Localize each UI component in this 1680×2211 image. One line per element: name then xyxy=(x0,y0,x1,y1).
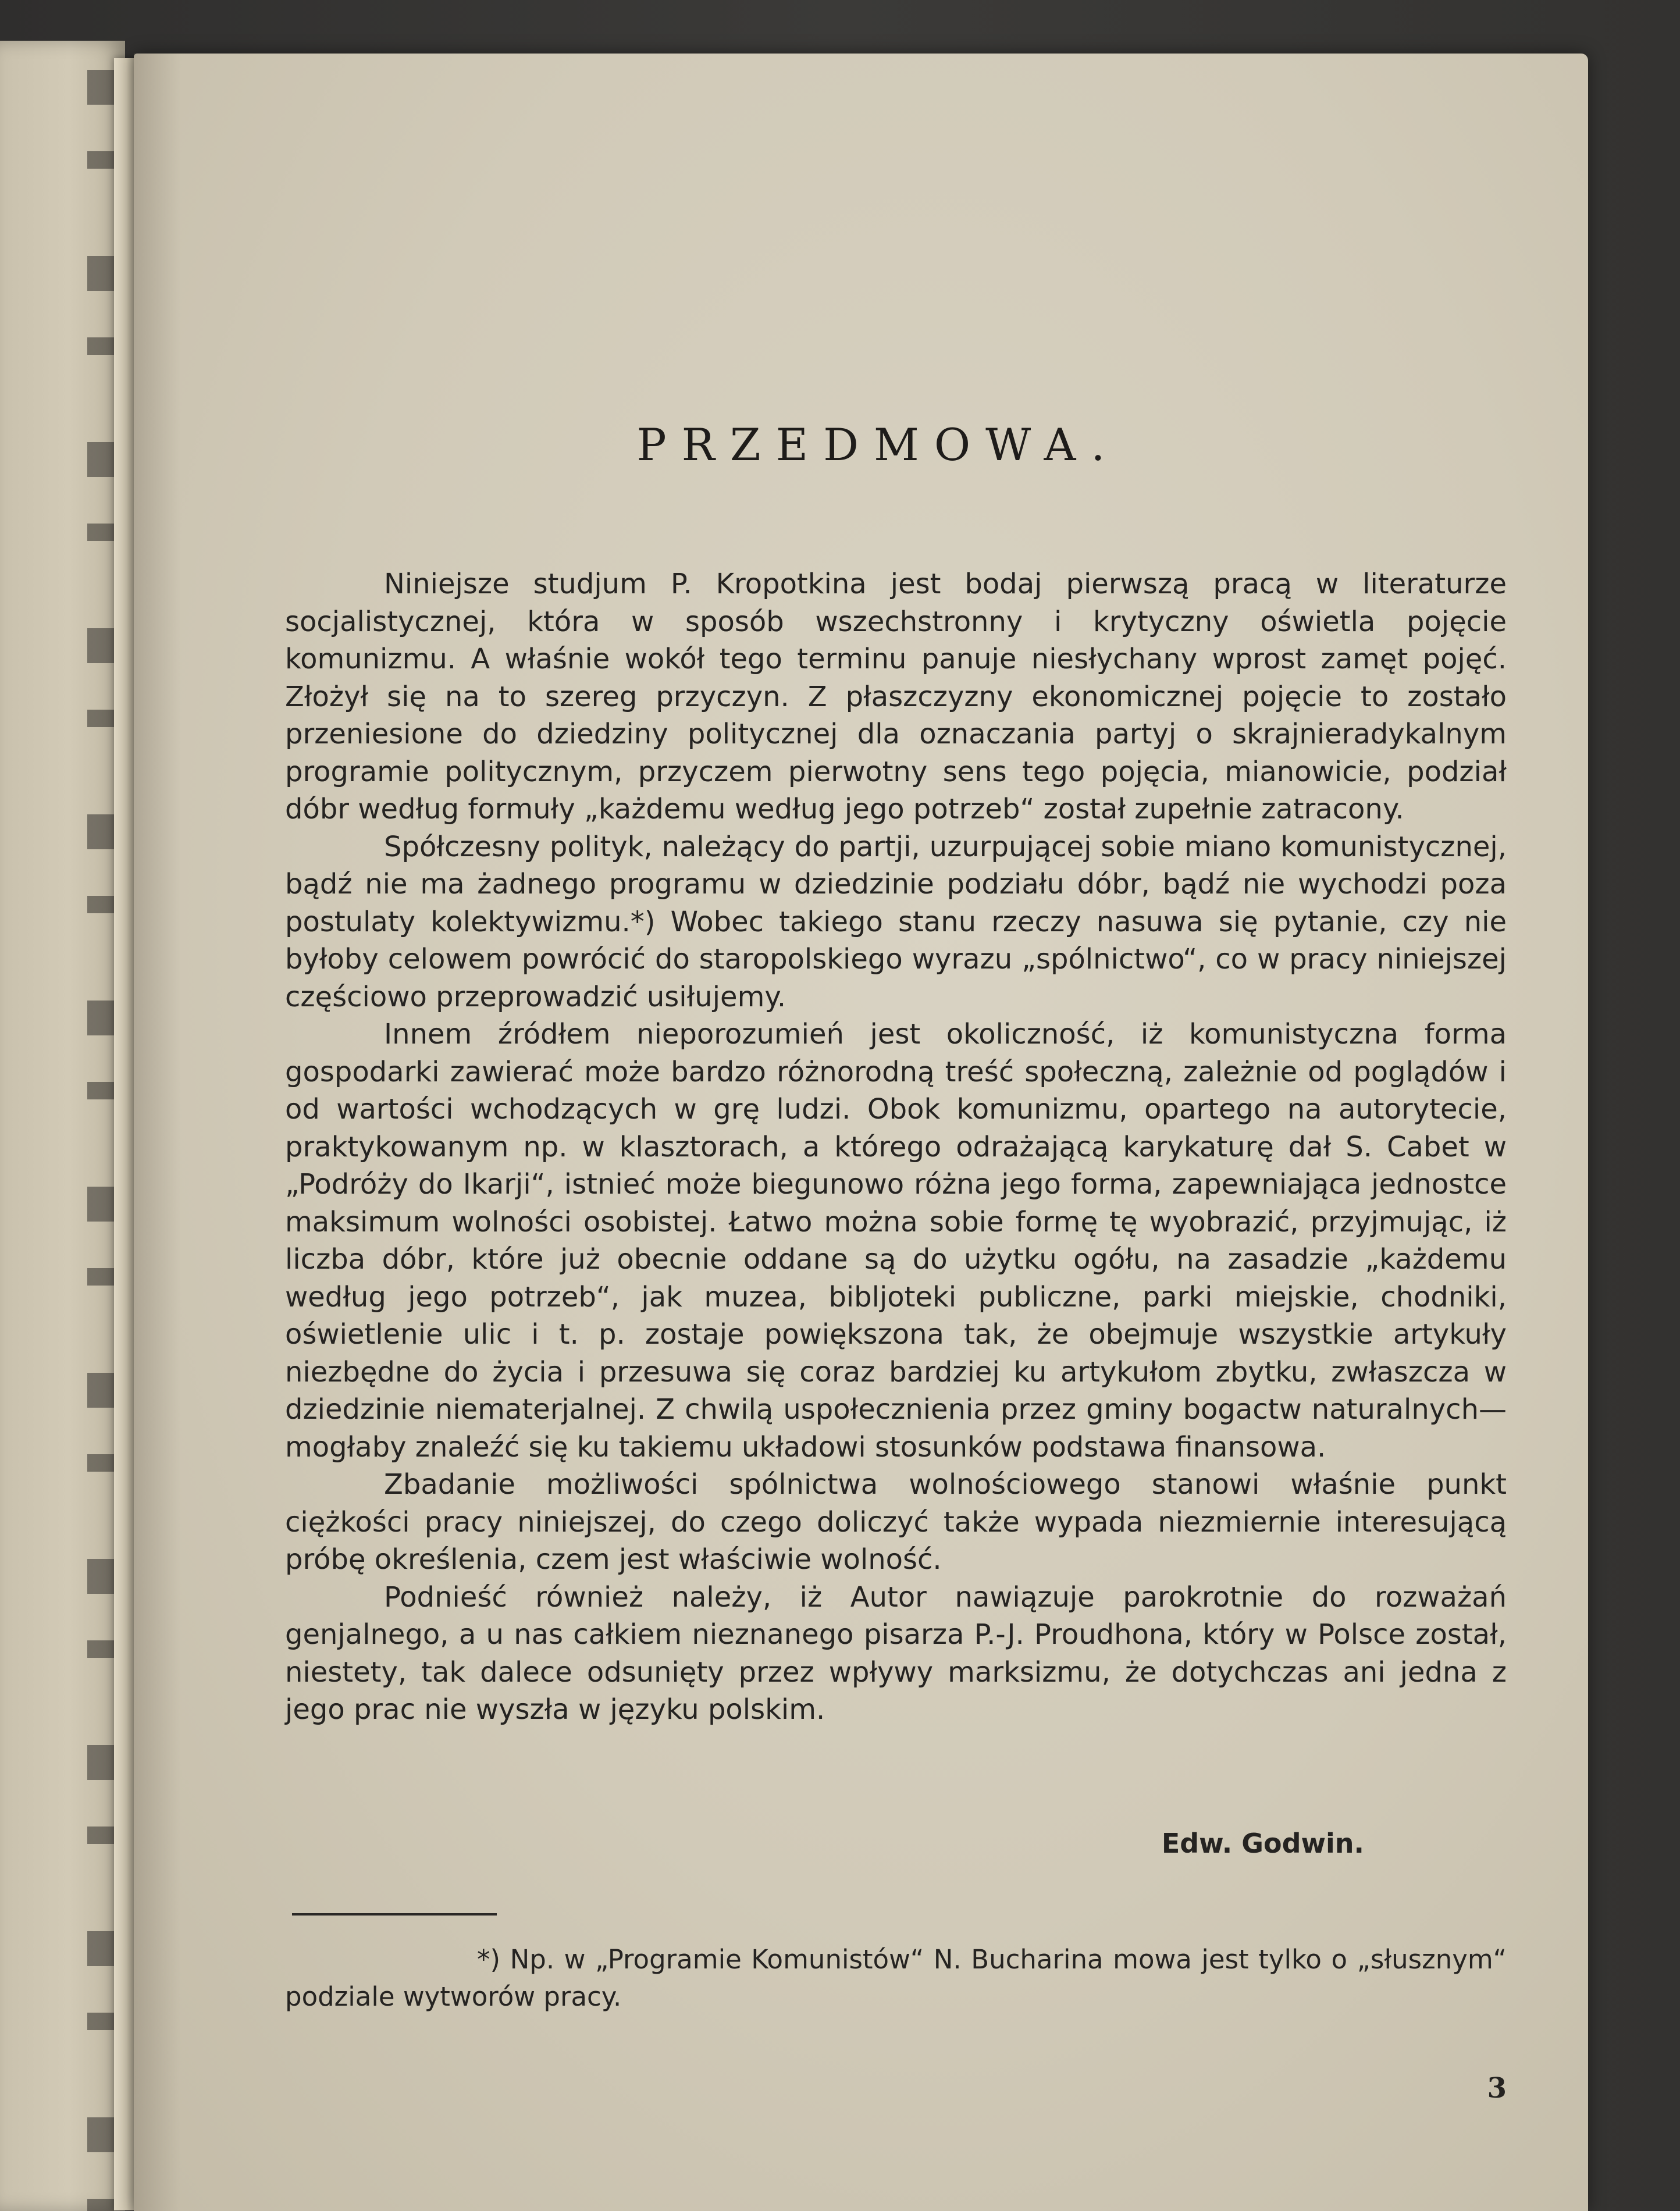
signature: Edw. Godwin. xyxy=(1161,1828,1364,1859)
body-text xyxy=(285,565,1507,1729)
document-page xyxy=(134,54,1588,2211)
paragraph-4: Zbadanie możliwości spólnictwa wolnościowego stanowi właśnie punkt ciężkości pracy niniejszej, do czego doliczyć także wypada niezmiernie interesującą próbę określenia, czem jest właściwie wolność. xyxy=(285,1468,1507,1576)
paragraph-3: Innem źródłem nieporozumień jest okoliczność, iż komunistyczna forma gospodarki zawierać może bardzo różnorodną treść społeczną, zależnie od poglądów i od wartości wchodzących w grę ludzi. Obok komunizmu, opartego na autorytecie, praktykowanym np. w klasztorach, a którego odrażającą karykaturę dał S. Cabet w „Podróży do Ikarji“, istnieć może biegunowo różna jego forma, zapewniająca jednostce maksimum wolności osobistej. Łatwo można sobie formę tę wyobrazić, przyjmując, iż liczba dóbr, które już obecnie oddane są do użytku ogółu, na zasadzie „każdemu według jego potrzeb“, jak muzea, bibljoteki publiczne, parki miejskie, chodniki, oświetlenie ulic i t. p. zostaje powiększona tak, że obejmuje wszystkie artykuły niezbędne do życia i przesuwa się coraz bardziej ku artykułom zbytku, zwłaszcza w dziedzinie niematerjalnej. Z chwilą uspołecznienia przez gminy bogactw naturalnych— mogłaby znaleźć się ku takiemu układowi stosunków podstawa finansowa. xyxy=(285,1018,1507,1464)
paragraph-5: Podnieść również należy, iż Autor nawiązuje parokrotnie do rozważań genjalnego, a u nas całkiem nieznanego pisarza P.-J. Proudhona, który w Polsce został, niestety, tak dalece odsunięty przez wpływy marksizmu, że dotychczas ani jedna z jego prac nie wyszła w języku polskim. xyxy=(285,1580,1507,1726)
paragraph-1: Niniejsze studjum P. Kropotkina jest bodaj pierwszą pracą w literaturze socjalistycznej, która w sposób wszechstronny i krytyczny oświetla pojęcie komunizmu. A właśnie wokół tego terminu panuje niesłychany wprost zamęt pojęć. Złożył się na to szereg przyczyn. Z płaszczyzny ekonomicznej pojęcie to zostało przeniesione do dziedziny politycznej dla oznaczania partyj o skrajnieradykalnym programie politycznym, przyczem pierwotny sens tego pojęcia, mianowicie, podział dóbr według formuły „każdemu według jego potrzeb“ został zupełnie zatracony. xyxy=(285,568,1507,825)
spine-edge xyxy=(114,58,135,2210)
footnote-divider xyxy=(292,1913,497,1916)
page-number: 3 xyxy=(1487,2072,1507,2105)
page-title: PRZEDMOWA. xyxy=(636,419,1120,471)
paragraph-2: Spółczesny polityk, należący do partji, uzurpującej sobie miano komunistycznej, bądź nie ma żadnego programu w dziedzinie podziału dóbr, bądź nie wychodzi poza postulaty kolektywizmu.*) Wobec takiego stanu rzeczy nasuwa się pytanie, czy nie byłoby celowem powrócić do staropolskiego wyrazu „spólnictwo“, co w pracy niniejszej częściowo przeprowadzić usiłujemy. xyxy=(285,830,1507,1013)
footnote: *) Np. w „Programie Komunistów“ N. Bucharina mowa jest tylko o „słusznym“ podziale wytworów pracy. xyxy=(285,1944,1507,2012)
